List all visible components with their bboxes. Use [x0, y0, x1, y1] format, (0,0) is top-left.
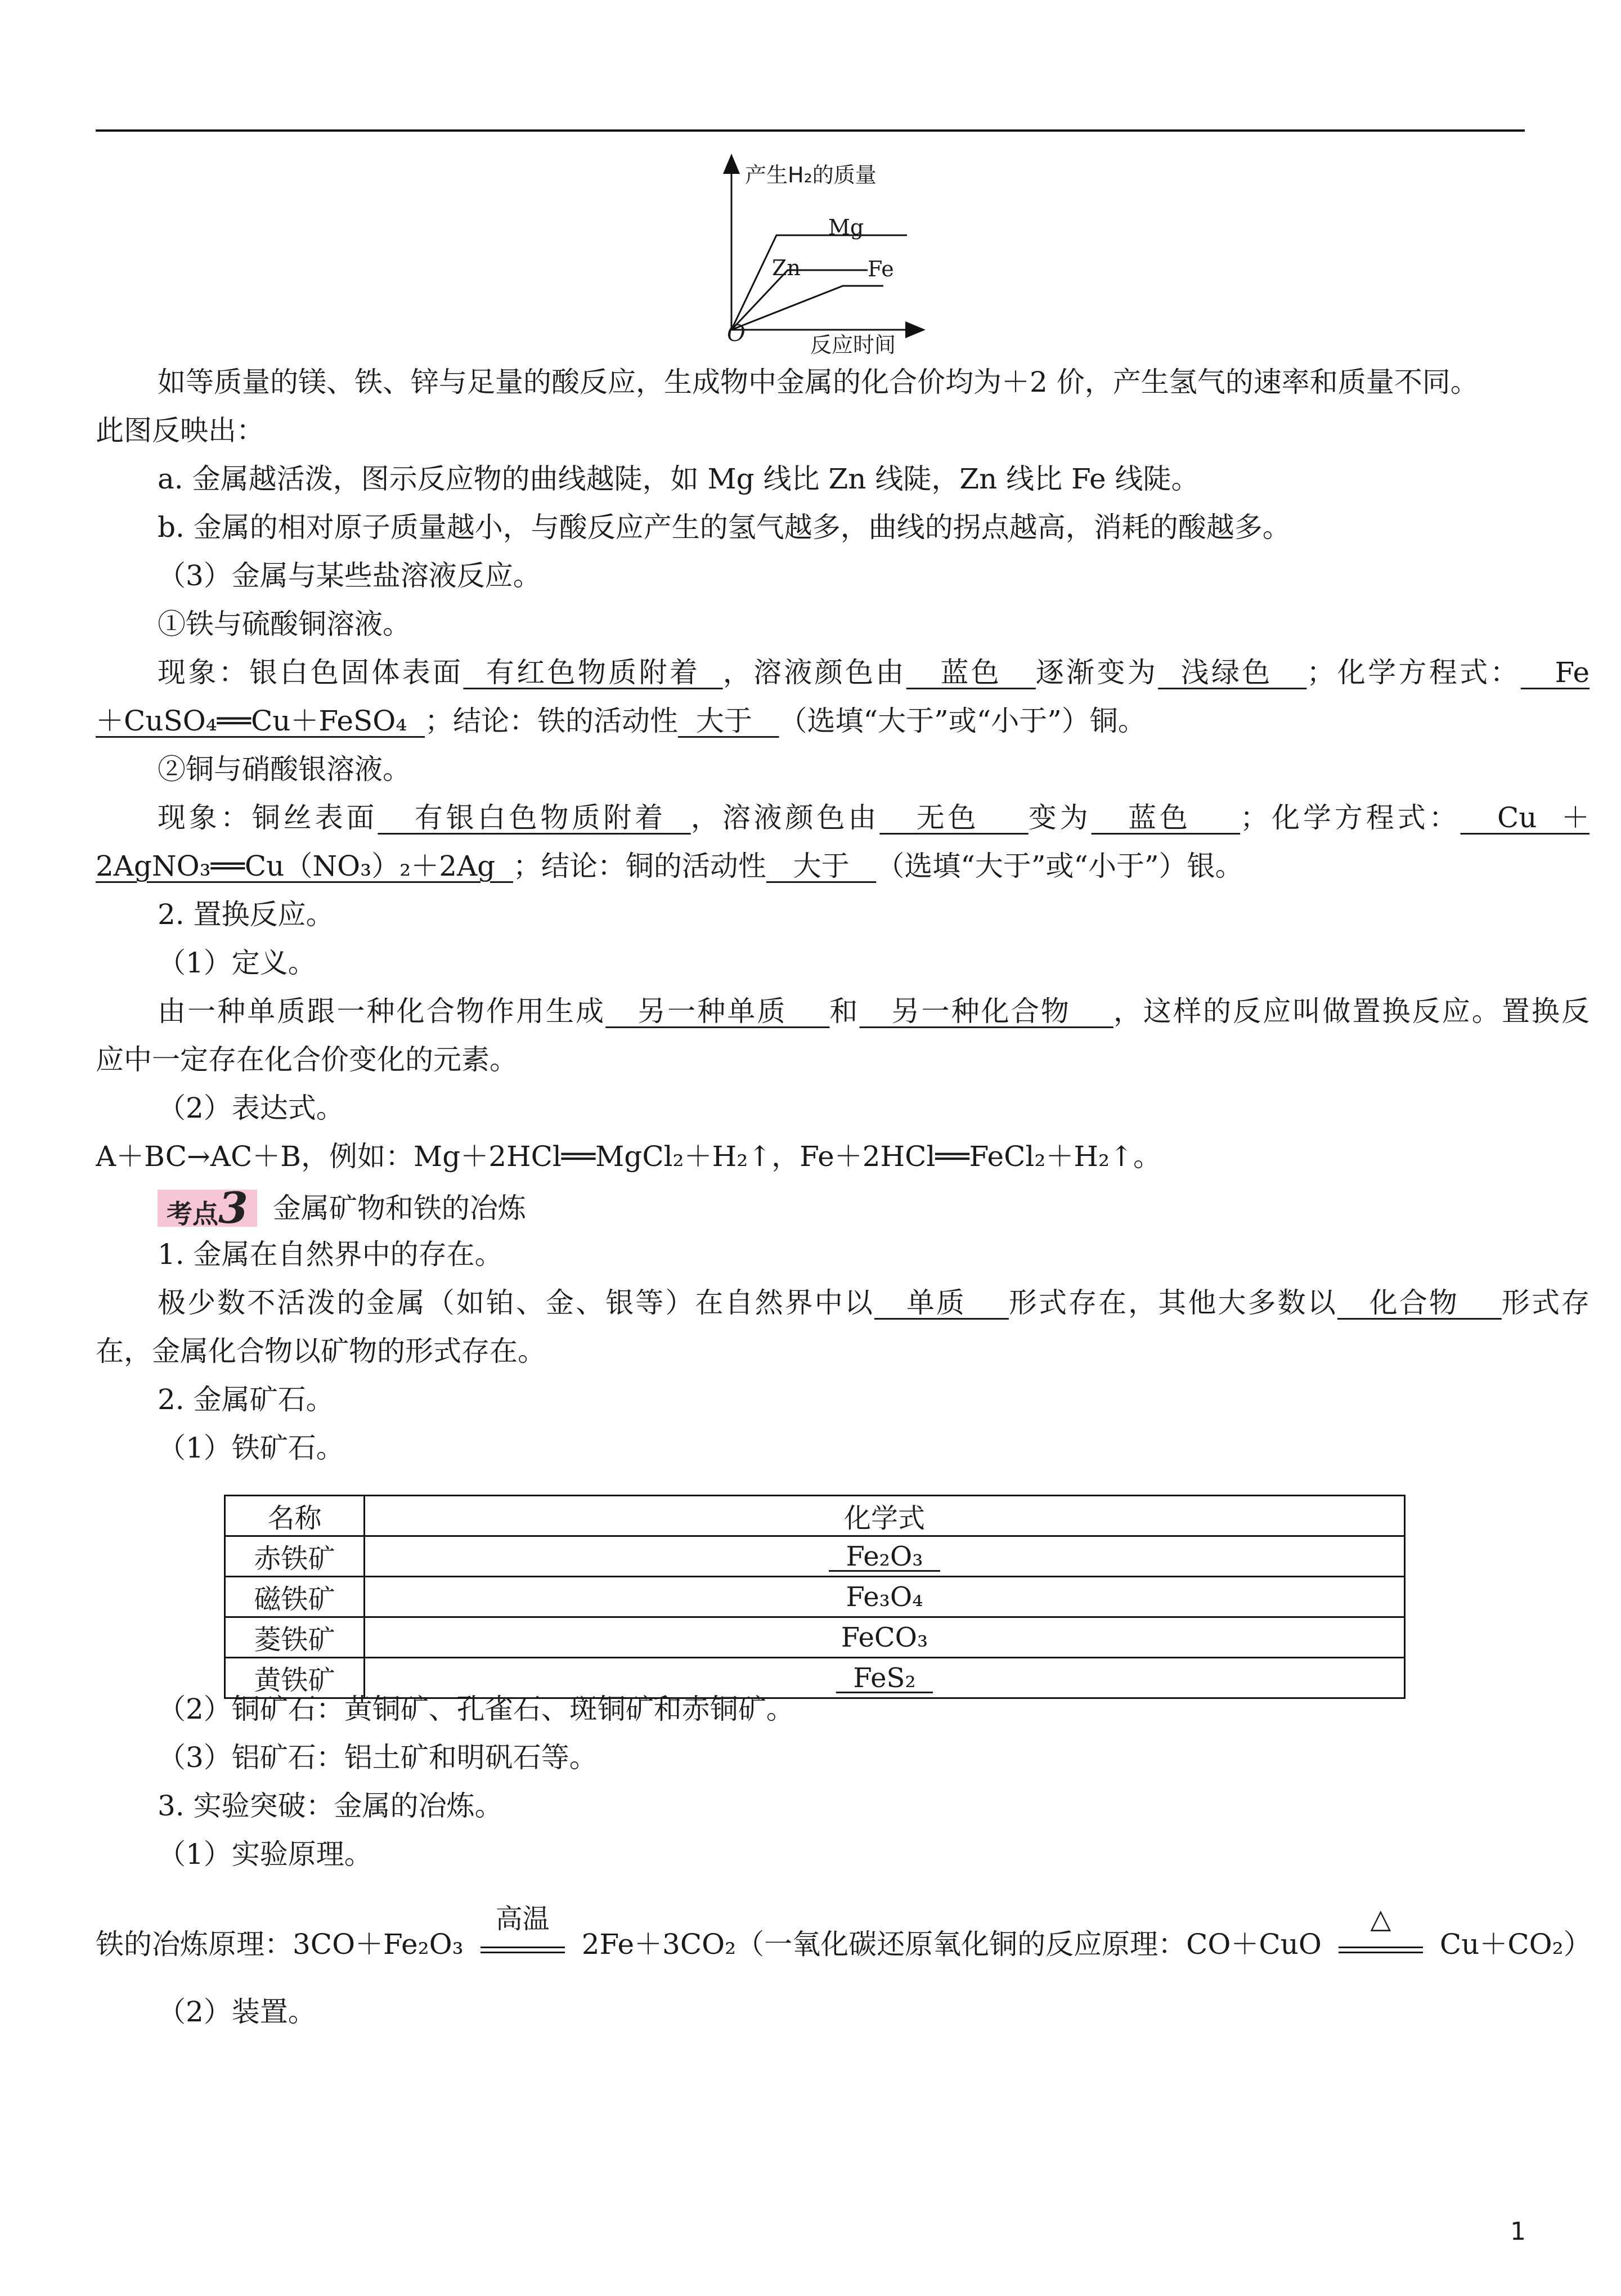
- r2-answer-phenomenon: 有银白色物质附着: [378, 801, 691, 834]
- eq-equals-sign: [481, 1947, 565, 1953]
- r2-answer-equation-end: 2AgNO₃══Cu（NO₃）₂＋2Ag: [96, 850, 513, 882]
- heading-displacement: 2. 置换反应。: [158, 898, 334, 931]
- exist-answer-compound: 化合物: [1337, 1286, 1502, 1319]
- existence-line-1: [96, 1277, 1589, 1328]
- def-answer-compound: 另一种化合物: [859, 995, 1113, 1028]
- page-number: 1: [1510, 2217, 1526, 2246]
- eq-text-1: 铁的冶炼原理：3CO＋Fe₂O₃: [96, 1928, 464, 1961]
- graph-line-mg: [731, 235, 907, 330]
- ore-name: 黄铁矿: [225, 1658, 365, 1698]
- kp3-title: 金属矿物和铁的冶炼: [272, 1192, 526, 1225]
- ore-name: 菱铁矿: [225, 1617, 365, 1658]
- r1-text-1: 现象：银白色固体表面: [158, 656, 464, 689]
- r1-answer-phenomenon: 有红色物质附着: [463, 656, 723, 689]
- r2-answer-activity: 大于: [766, 850, 877, 882]
- table-header-row: [225, 1496, 1405, 1536]
- item-iron-copper-sulfate: ①铁与硫酸铜溶液。: [158, 608, 411, 640]
- graph-origin-label: O: [727, 321, 746, 347]
- existence-line-2: 在，金属化合物以矿物的形式存在。: [96, 1335, 546, 1367]
- r1-line-2: [96, 696, 1528, 746]
- ore-name: 赤铁矿: [225, 1536, 365, 1577]
- heading-smelting: 3. 实验突破：金属的冶炼。: [158, 1790, 503, 1822]
- r2-text-1: 现象：铜丝表面: [158, 801, 378, 834]
- eq-condition-high-temp: [481, 1903, 565, 1963]
- r1-text-5: ；结论：铁的活动性: [425, 705, 679, 737]
- table-row: [225, 1617, 1405, 1658]
- r2-text-5: ；结论：铜的活动性: [513, 850, 766, 882]
- table-row: [225, 1536, 1405, 1577]
- heading-apparatus: （2）装置。: [158, 1995, 316, 2028]
- r1-text-6: （选填“大于”或“小于”）铜。: [779, 705, 1146, 737]
- r1-answer-equation-start: Fe: [1520, 656, 1589, 689]
- heading-existence: 1. 金属在自然界中的存在。: [158, 1238, 503, 1271]
- table-row: [225, 1577, 1405, 1617]
- definition-line-1: [96, 986, 1589, 1037]
- expression-line: A＋BC→AC＋B，例如：Mg＋2HCl══MgCl₂＋H₂↑，Fe＋2HCl══FeCl₂＋H₂↑。: [96, 1140, 1161, 1173]
- graph-label-mg: Mg: [828, 215, 864, 240]
- heading-ores: 2. 金属矿石。: [158, 1383, 334, 1416]
- definition-line-2: 应中一定存在化合价变化的元素。: [96, 1043, 518, 1076]
- def-text-3: ，这样的反应叫做置换反应。置换反: [1113, 995, 1589, 1028]
- r2-text-3: 变为: [1028, 801, 1092, 834]
- aluminum-ores: （3）铝矿石：铝土矿和明矾石等。: [158, 1741, 598, 1774]
- def-text-2: 和: [829, 995, 860, 1028]
- heading-salt-reaction: （3）金属与某些盐溶液反应。: [158, 559, 541, 592]
- exist-text-1: 极少数不活泼的金属（如铂、金、银等）在自然界中以: [158, 1286, 874, 1319]
- table-header-name: 名称: [225, 1496, 365, 1536]
- ore-formula: Fe₃O₄: [365, 1577, 1405, 1617]
- exist-text-2: 形式存在，其他大多数以: [1008, 1286, 1337, 1319]
- iron-ore-table: [224, 1495, 1406, 1699]
- point-b: b. 金属的相对原子质量越小，与酸反应产生的氢气越多，曲线的拐点越高，消耗的酸越多。: [158, 511, 1291, 544]
- r2-line-2: [96, 841, 1528, 891]
- graph-line-fe: [731, 286, 883, 330]
- ore-formula-answer: FeS₂: [836, 1662, 933, 1694]
- table-header-formula: 化学式: [365, 1496, 1405, 1536]
- r2-text-2: ，溶液颜色由: [690, 801, 880, 834]
- r2-answer-color-to: 蓝色: [1091, 801, 1241, 834]
- r1-text-4: ；化学方程式：: [1306, 656, 1521, 689]
- r1-answer-equation-end: ＋CuSO₄══Cu＋FeSO₄: [96, 705, 425, 737]
- graph-y-label: 产生H₂的质量: [745, 163, 877, 187]
- eq-text-2: 2Fe＋3CO₂（一氧化碳还原氧化铜的反应原理：CO＋CuO: [581, 1928, 1322, 1961]
- r2-answer-equation-start: Cu ＋: [1460, 801, 1589, 834]
- r2-line-1: [96, 792, 1589, 843]
- heading-expression: （2）表达式。: [158, 1092, 344, 1124]
- def-text-1: 由一种单质跟一种化合物作用生成: [158, 995, 606, 1028]
- copper-ores: （2）铜矿石：黄铜矿、孔雀石、斑铜矿和赤铜矿。: [158, 1693, 794, 1725]
- smelting-equation: [96, 1903, 1592, 1975]
- graph-x-label: 反应时间: [810, 333, 896, 357]
- r2-text-4: ；化学方程式：: [1240, 801, 1461, 834]
- heading-iron-ores: （1）铁矿石。: [158, 1432, 344, 1464]
- eq-condition-high-temp-label: 高温: [495, 1903, 550, 1935]
- kp3-badge-label: 考点: [167, 1199, 218, 1229]
- exist-answer-element: 单质: [874, 1286, 1009, 1319]
- r1-answer-activity: 大于: [678, 705, 779, 737]
- ore-formula-answer: Fe₂O₃: [829, 1540, 940, 1572]
- r2-answer-color-from: 无色: [879, 801, 1029, 834]
- kp3-badge: [158, 1183, 257, 1231]
- eq-condition-heat: [1339, 1903, 1423, 1963]
- def-answer-element: 另一种单质: [605, 995, 830, 1028]
- h2-mass-graph: [698, 152, 990, 360]
- eq-condition-heat-label: △: [1370, 1903, 1391, 1935]
- r1-text-3: 逐渐变为: [1035, 656, 1159, 689]
- graph-label-zn: Zn: [772, 255, 801, 280]
- r1-text-2: ，溶液颜色由: [722, 656, 906, 689]
- r1-answer-color-from: 蓝色: [906, 656, 1036, 689]
- exist-text-3: 形式存: [1501, 1286, 1589, 1319]
- ore-name: 磁铁矿: [225, 1577, 365, 1617]
- header-rule: [96, 129, 1525, 132]
- para-graph-intro-1: 如等质量的镁、铁、锌与足量的酸反应，生成物中金属的化合价均为＋2 价，产生氢气的速率和质量不同。: [158, 366, 1479, 398]
- r2-text-6: （选填“大于”或“小于”）银。: [876, 850, 1243, 882]
- item-copper-silver-nitrate: ②铜与硝酸银溶液。: [158, 753, 411, 786]
- ore-formula: [365, 1536, 1405, 1577]
- r1-answer-color-to: 浅绿色: [1158, 656, 1307, 689]
- heading-definition: （1）定义。: [158, 947, 316, 979]
- kp3-heading: [96, 1181, 1528, 1231]
- eq-text-3: Cu＋CO₂）: [1439, 1928, 1592, 1961]
- eq-equals-sign: [1339, 1947, 1423, 1953]
- ore-formula: FeCO₃: [365, 1617, 1405, 1658]
- point-a: a. 金属越活泼，图示反应物的曲线越陡，如 Mg 线比 Zn 线陡，Zn 线比 Fe 线陡。: [158, 463, 1200, 495]
- graph-label-fe: Fe: [868, 257, 894, 281]
- kp3-badge-number: 3: [218, 1183, 248, 1231]
- heading-principle: （1）实验原理。: [158, 1838, 372, 1871]
- para-graph-intro-2: 此图反映出：: [96, 414, 264, 447]
- r1-line-1: [96, 647, 1589, 698]
